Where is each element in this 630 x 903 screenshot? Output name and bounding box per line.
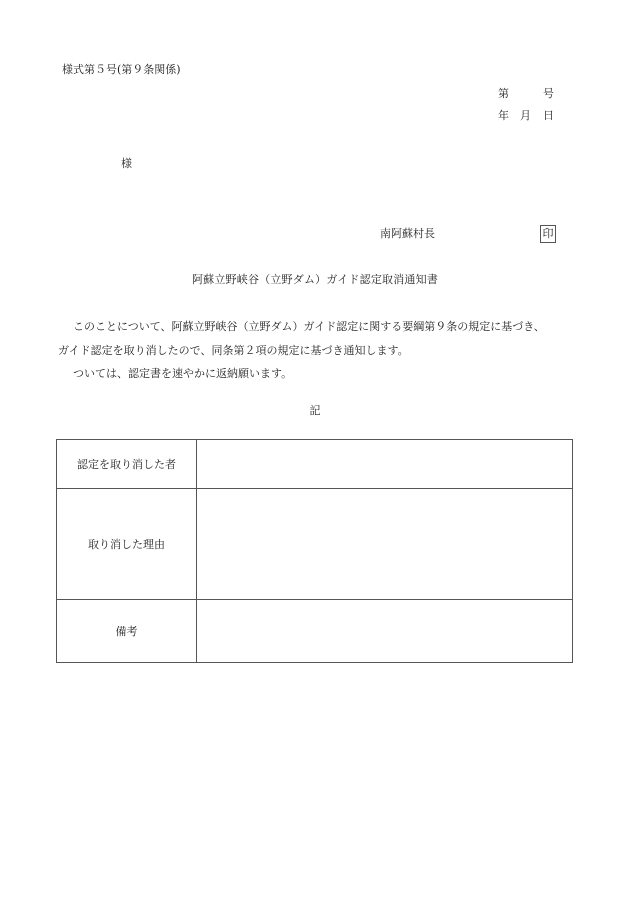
document-title: 阿蘇立野峡谷（立野ダム）ガイド認定取消通知書 [191,273,439,286]
table-label: 認定を取り消した者 [57,440,197,489]
date-day-label: 日 [543,109,554,122]
body-line-3: ついては、認定書を速やかに返納願います。 [73,367,293,380]
ki-heading: 記 [309,404,321,417]
date-year-label: 年 [498,109,509,122]
body-line-2: ガイド認定を取り消したので、同条第２項の規定に基づき通知します。 [58,344,409,357]
table-row [57,440,573,489]
record-table [56,439,573,663]
body-line-1: このことについて、阿蘇立野峡谷（立野ダム）ガイド認定に関する要綱第９条の規定に基づき、 [73,320,545,333]
number-label-dai: 第 [498,87,509,100]
table-label: 取り消した理由 [57,489,197,600]
revocation-reason-field[interactable] [197,489,573,600]
table-row [57,489,573,600]
addressee-honorific: 様 [121,157,132,170]
number-label-go: 号 [543,87,554,100]
seal-icon: 印 [540,225,556,243]
table-label: 備考 [57,600,197,663]
revoked-person-field[interactable] [197,440,573,489]
form-number: 様式第５号(第９条関係) [62,63,181,76]
sender-name: 南阿蘇村長 [380,227,435,240]
table-row [57,600,573,663]
remarks-field[interactable] [197,600,573,663]
date-month-label: 月 [520,109,531,122]
